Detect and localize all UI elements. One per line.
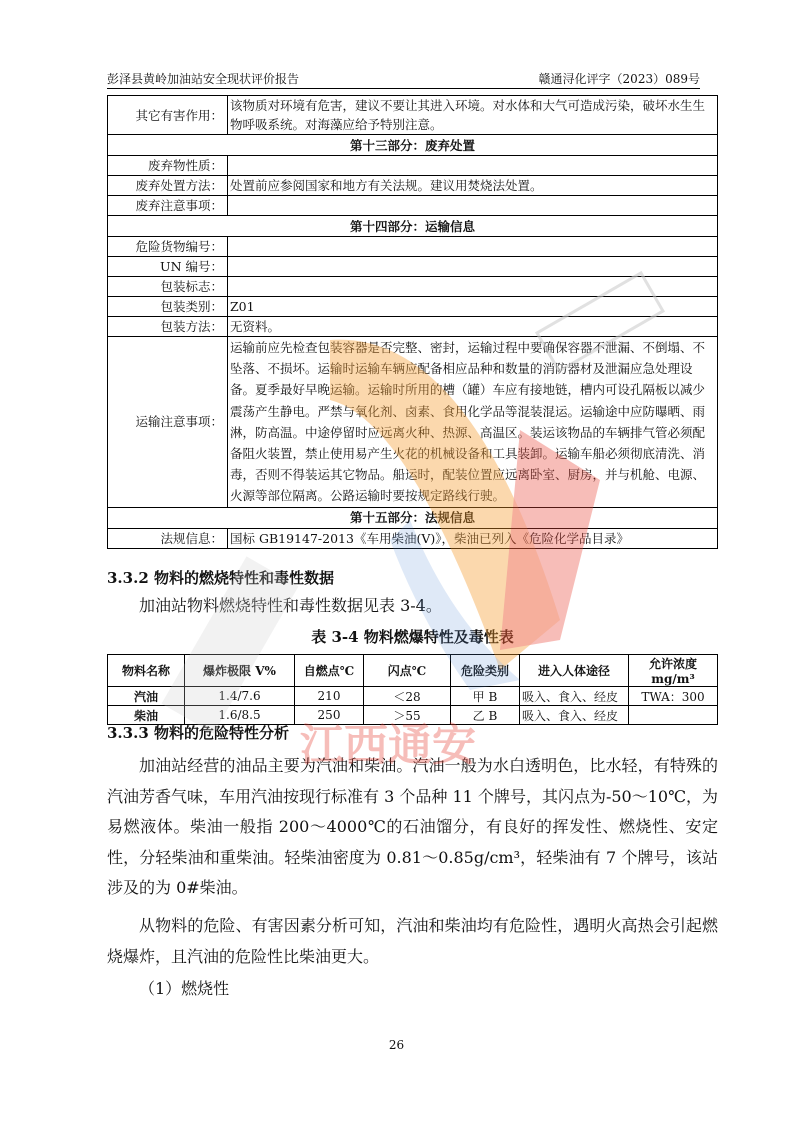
- property-table: [107, 654, 718, 725]
- cell-exposure-route: 吸入、食入、经皮: [520, 687, 629, 706]
- paragraph-intro-3-3-2: 加油站物料燃烧特性和毒性数据见表 3-4。: [139, 596, 442, 615]
- value-pack-method: 无资料。: [228, 317, 718, 337]
- column-header: 允许浓度 mg/m³: [629, 655, 718, 687]
- label-regulation: 法规信息：: [108, 528, 228, 548]
- header-report-title: 彭泽县黄岭加油站安全现状评价报告: [107, 72, 300, 86]
- heading-3-3-3: 3.3.3 物料的危险特性分析: [107, 724, 289, 742]
- value-waste-note: [228, 196, 718, 216]
- cell-material-name: 柴油: [108, 706, 185, 725]
- label-pack-mark: 包装标志：: [108, 277, 228, 297]
- column-header: 闪点℃: [364, 655, 451, 687]
- cell-exposure-route: 吸入、食入、经皮: [520, 706, 629, 725]
- value-pack-class: Z01: [228, 297, 718, 317]
- label-dg-number: 危险货物编号：: [108, 237, 228, 257]
- column-header: 爆炸极限 V%: [185, 655, 295, 687]
- table-header-row: [108, 655, 718, 687]
- value-un-number: [228, 257, 718, 277]
- header-report-number: 赣通浔化评字（2023）089号: [538, 72, 700, 86]
- table-row: [108, 687, 718, 706]
- section-row: [108, 507, 718, 528]
- cell-allowable-conc: [629, 706, 718, 725]
- label-pack-method: 包装方法：: [108, 317, 228, 337]
- heading-3-3-2: 3.3.2 物料的燃烧特性和毒性数据: [107, 569, 334, 587]
- table-row: [108, 176, 718, 196]
- value-other-harm: 该物质对环境有危害，建议不要让其进入环境。对水体和大气可造成污染，破坏水生生物呼吸系统。对海藻应给予特别注意。: [228, 96, 718, 135]
- page-number: 26: [388, 1038, 405, 1052]
- page-header: [107, 68, 700, 89]
- cell-autoignition: 210: [295, 687, 364, 706]
- value-transport-note: 运输前应先检查包装容器是否完整、密封，运输过程中要确保容器不泄漏、不倒塌、不坠落、不损坏。运输时运输车辆应配备相应品种和数量的消防器材及泄漏应急处理设备。夏季最好早晚运输。运输时所用的槽（罐）车应有接地链，槽内可设孔隔板以减少震荡产生静电。严禁与氧化剂、卤素、食用化学品等混装混运。运输途中应防曝晒、雨淋，防高温。中途停留时应远离火种、热源、高温区。装运该物品的车辆排气管必须配备阻火装置，禁止使用易产生火花的机械设备和工具装卸。运输车船必须彻底清洗、消毒，否则不得装运其它物品。船运时，配装位置应远离卧室、厨房，并与机舱、电源、火源等部位隔离。公路运输时要按规定路线行驶。: [228, 337, 718, 508]
- column-header: 物料名称: [108, 655, 185, 687]
- table-row: [108, 96, 718, 135]
- value-dg-number: [228, 237, 718, 257]
- section-row: [108, 135, 718, 156]
- table-row: [108, 317, 718, 337]
- table-row: [108, 257, 718, 277]
- value-regulation: 国标 GB19147-2013《车用柴油(V)》，柴油已列入《危险化学品目录》: [228, 528, 718, 548]
- cell-autoignition: 250: [295, 706, 364, 725]
- section-14-title: 第十四部分：运输信息: [108, 216, 718, 237]
- cell-explosion-limit: 1.4/7.6: [185, 687, 295, 706]
- table-row: [108, 237, 718, 257]
- cell-hazard-class: 乙 B: [451, 706, 520, 725]
- section-13-title: 第十三部分：废弃处置: [108, 135, 718, 156]
- section-row: [108, 216, 718, 237]
- cell-material-name: 汽油: [108, 687, 185, 706]
- cell-hazard-class: 甲 B: [451, 687, 520, 706]
- msds-table: [107, 95, 718, 549]
- label-un-number: UN 编号：: [108, 257, 228, 277]
- cell-flash-point: ＜28: [364, 687, 451, 706]
- column-header: 自燃点℃: [295, 655, 364, 687]
- label-transport-note: 运输注意事项：: [108, 337, 228, 508]
- watermark-text: 江西通安: [300, 721, 476, 770]
- table-row: [108, 528, 718, 548]
- label-other-harm: 其它有害作用：: [108, 96, 228, 135]
- table-row: [108, 196, 718, 216]
- column-header: 危险类别: [451, 655, 520, 687]
- label-pack-class: 包装类别：: [108, 297, 228, 317]
- table-row: [108, 337, 718, 508]
- paragraph-hazard-analysis: 加油站经营的油品主要为汽油和柴油。汽油一般为水白透明色，比水轻，有特殊的汽油芳香气味，车用汽油按现行标准有 3 个品种 11 个牌号，其闪点为-50～10℃，为易燃液体。柴油一般指 200～4000℃的石油馏分，有良好的挥发性、燃烧性、安定性，分轻柴油和重柴油。轻柴油密度为 0.81～0.85g/cm³，轻柴油有 7 个牌号，该站涉及的为 0#柴油。: [107, 756, 718, 897]
- label-waste-note: 废弃注意事项：: [108, 196, 228, 216]
- label-waste-nature: 废弃物性质：: [108, 156, 228, 176]
- value-pack-mark: [228, 277, 718, 297]
- value-waste-method: 处置前应参阅国家和地方有关法规。建议用焚烧法处置。: [228, 176, 718, 196]
- cell-allowable-conc: TWA：300: [629, 687, 718, 706]
- cell-explosion-limit: 1.6/8.5: [185, 706, 295, 725]
- label-waste-method: 废弃处置方法：: [108, 176, 228, 196]
- table-row: [108, 277, 718, 297]
- value-waste-nature: [228, 156, 718, 176]
- table-row: [108, 297, 718, 317]
- column-header: 进入人体途径: [520, 655, 629, 687]
- paragraph-combustibility-heading: （1）燃烧性: [139, 979, 230, 998]
- table-3-4-caption: 表 3-4 物料燃爆特性及毒性表: [311, 628, 514, 646]
- section-15-title: 第十五部分：法规信息: [108, 507, 718, 528]
- cell-flash-point: ＞55: [364, 706, 451, 725]
- paragraph-hazard-conclusion: 从物料的危险、有害因素分析可知，汽油和柴油均有危险性，遇明火高热会引起燃烧爆炸，且汽油的危险性比柴油更大。: [107, 916, 718, 966]
- table-row: [108, 156, 718, 176]
